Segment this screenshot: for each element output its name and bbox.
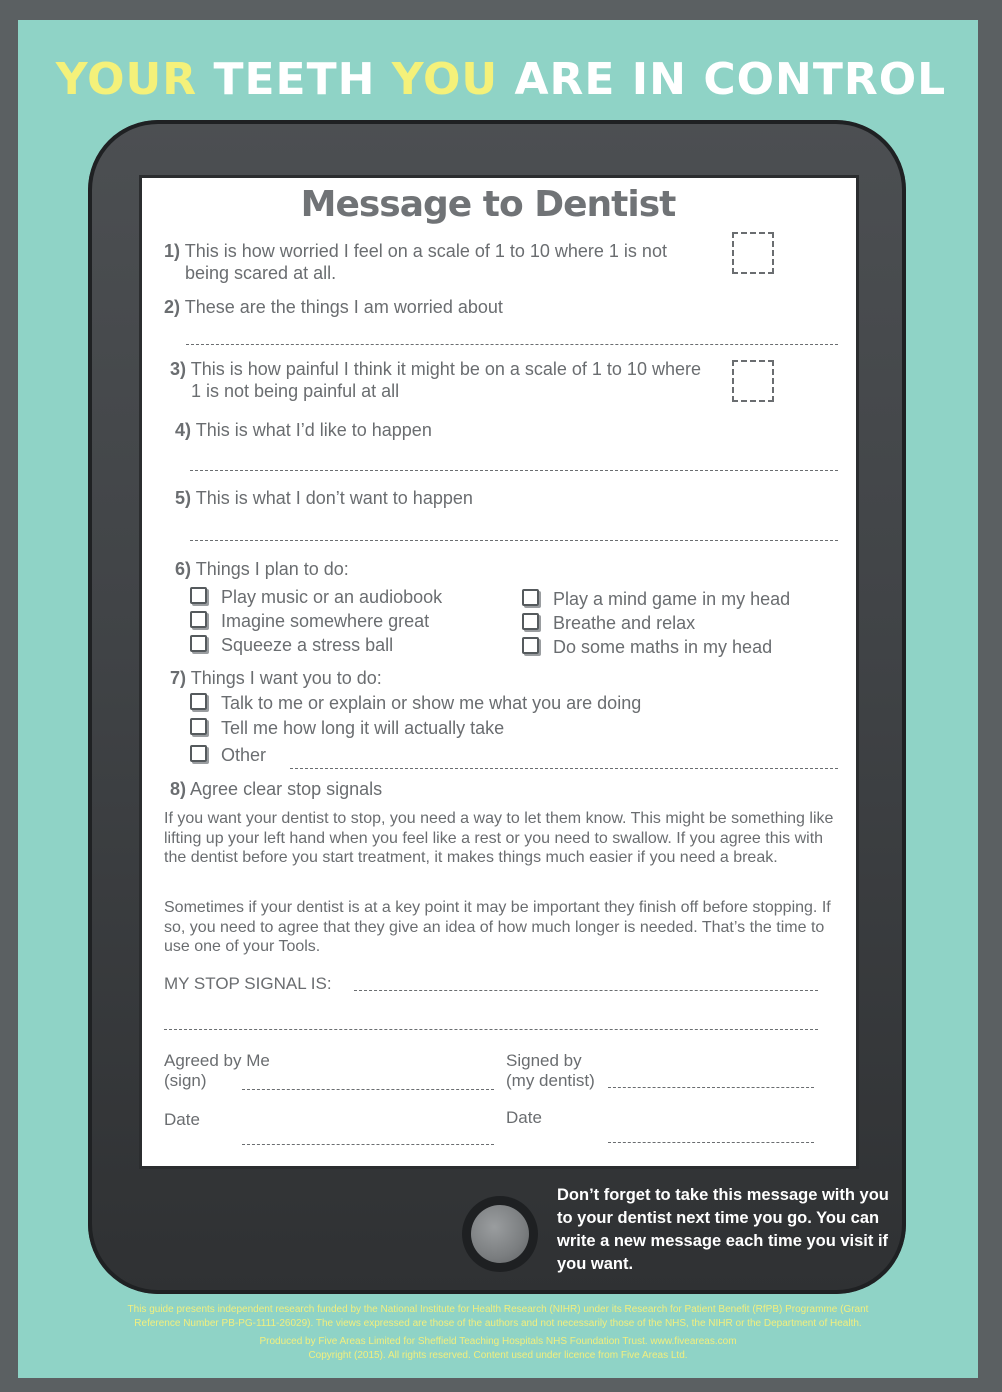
question-8-number: 8): [170, 779, 187, 799]
form-title: Message to Dentist: [300, 184, 676, 225]
footer-producer-line: Produced by Five Areas Limited for Sheffield Teaching Hospitals NHS Foundation Trust. www.fiveareas.com: [259, 1336, 737, 1347]
question-2: [164, 296, 503, 318]
option-label: Other: [221, 745, 267, 765]
question-7-text: Things I want you to do:: [190, 668, 382, 688]
question-7: [170, 667, 382, 689]
question-6-number: 6): [175, 559, 192, 579]
checkbox[interactable]: [190, 635, 207, 652]
question-4-text: This is what I’d like to happen: [195, 420, 432, 440]
option-imagine-somewhere[interactable]: [190, 610, 429, 632]
dentist-signature-line[interactable]: [608, 1087, 814, 1088]
headline-teeth: TEETH: [213, 54, 376, 105]
home-button-icon: [462, 1196, 538, 1272]
option-stress-ball[interactable]: [190, 634, 393, 656]
signed-by-text: Signed by: [506, 1051, 582, 1070]
headline-your: YOUR: [55, 54, 198, 105]
footer-copyright-line: Copyright (2015). All rights reserved. Content used under licence from Five Areas Ltd.: [308, 1350, 688, 1361]
option-label: Play music or an audiobook: [221, 587, 443, 607]
question-3-text-line2: 1 is not being painful at all: [191, 381, 400, 401]
question-8: [170, 778, 382, 800]
worries-answer-line[interactable]: [186, 344, 838, 345]
option-label: Play a mind game in my head: [553, 589, 791, 609]
other-answer-line[interactable]: [290, 768, 838, 769]
footer-funding-line-1: This guide presents independent research funded by the National Institute for Health Research (NIHR) under its Research for Patient Benefit (RfPB) Programme (Grant: [127, 1304, 869, 1315]
checkbox[interactable]: [190, 611, 207, 628]
question-7-number: 7): [170, 668, 187, 688]
question-1-number: 1): [164, 241, 181, 261]
option-talk-to-me[interactable]: [190, 692, 641, 714]
checkbox[interactable]: [190, 693, 207, 710]
home-button-face: [471, 1205, 529, 1263]
headline-control: ARE IN CONTROL: [514, 54, 947, 105]
question-2-number: 2): [164, 297, 181, 317]
want-answer-line[interactable]: [190, 470, 838, 471]
checkbox[interactable]: [190, 587, 207, 604]
checkbox[interactable]: [190, 718, 207, 735]
agreed-by-sign-text: (sign): [164, 1071, 207, 1090]
stop-signal-paragraph-2: Sometimes if your dentist is at a key point it may be important they finish off before stopping. If so, you need to agree that they give an idea of how much longer is needed. That’s the time to use one of your Tools.: [164, 899, 831, 955]
question-2-text: These are the things I am worried about: [184, 297, 503, 317]
stop-signal-label: MY STOP SIGNAL IS:: [164, 974, 332, 993]
signed-by-label: [506, 1051, 595, 1091]
question-5-number: 5): [175, 488, 192, 508]
option-other[interactable]: [190, 744, 266, 766]
question-5: [175, 487, 473, 509]
checkbox[interactable]: [522, 613, 539, 630]
worry-score-box[interactable]: [732, 232, 774, 274]
option-breathe-relax[interactable]: [522, 612, 695, 634]
footer-funding-line-2: Reference Number PB-PG-1111-26029). The views expressed are those of the authors and not necessarily those of the NHS, the NIHR or the Department of Health.: [134, 1318, 862, 1329]
date-line-right[interactable]: [608, 1142, 814, 1143]
headline: [0, 52, 1002, 108]
option-label: Imagine somewhere great: [221, 611, 430, 631]
question-5-text: This is what I don’t want to happen: [195, 488, 473, 508]
checkbox[interactable]: [522, 589, 539, 606]
option-label: Squeeze a stress ball: [221, 635, 394, 655]
agreed-by-text: Agreed by Me: [164, 1051, 270, 1070]
form-sheet: [142, 178, 856, 1166]
date-label-left: Date: [164, 1110, 200, 1129]
option-play-music[interactable]: [190, 586, 442, 608]
headline-you: YOU: [391, 54, 499, 105]
pain-score-box[interactable]: [732, 360, 774, 402]
question-1-text-line2: being scared at all.: [185, 263, 337, 283]
dont-want-answer-line[interactable]: [190, 540, 838, 541]
option-label: Tell me how long it will actually take: [221, 718, 505, 738]
question-1-text: This is how worried I feel on a scale of 1 to 10 where 1 is not: [184, 241, 667, 261]
stop-signal-line-2[interactable]: [164, 1029, 818, 1030]
stop-signal-paragraph-1: If you want your dentist to stop, you need a way to let them know. This might be something like lifting up your left hand when you feel like a rest or you need to swallow. If you agree this with the dentist before you start treatment, it makes things much easier if you need a break.: [164, 810, 834, 866]
question-4: [175, 419, 432, 441]
question-8-text: Agree clear stop signals: [190, 779, 383, 799]
question-1: [164, 240, 724, 284]
stop-signal-line[interactable]: [354, 990, 818, 991]
option-how-long[interactable]: [190, 717, 504, 739]
agreed-signature-line[interactable]: [242, 1089, 494, 1090]
option-maths[interactable]: [522, 636, 772, 658]
option-label: Breathe and relax: [553, 613, 696, 633]
option-mind-game[interactable]: [522, 588, 790, 610]
option-label: Talk to me or explain or show me what you are doing: [221, 693, 642, 713]
checkbox[interactable]: [522, 637, 539, 654]
agreed-by-label: [164, 1051, 270, 1091]
question-3: [170, 358, 730, 402]
question-3-text: This is how painful I think it might be on a scale of 1 to 10 where: [190, 359, 701, 379]
date-line-left[interactable]: [242, 1144, 494, 1145]
question-3-number: 3): [170, 359, 187, 379]
checkbox[interactable]: [190, 745, 207, 762]
question-6: [175, 558, 349, 580]
option-label: Do some maths in my head: [553, 637, 773, 657]
date-label-right: Date: [506, 1108, 542, 1127]
question-6-text: Things I plan to do:: [195, 559, 349, 579]
signed-by-dentist-text: (my dentist): [506, 1071, 595, 1090]
reminder-text: Don’t forget to take this message with you to your dentist next time you go. You can write a new message each time you visit if you want.: [557, 1186, 889, 1273]
question-4-number: 4): [175, 420, 192, 440]
